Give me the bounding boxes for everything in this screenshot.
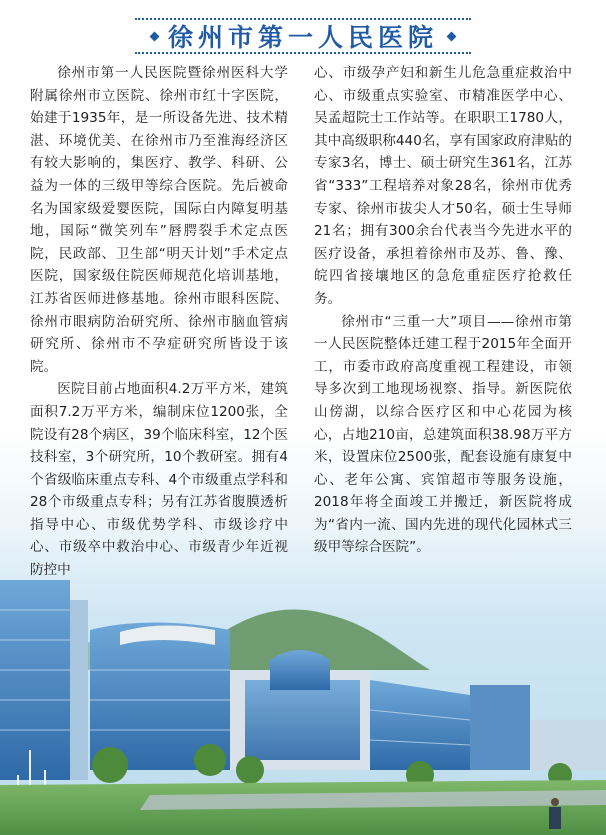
title-text: 徐州市第一人民医院	[167, 23, 438, 52]
facilities-paragraph: 医院目前占地面积4.2万平方米，建筑面积7.2万平方米，编制床位1200张，全院设有28个病区，39个临床科室，12个医技科室，3个研究所，10个教研室。拥有4个省级临床重点专科、4个市级重点学科和28个市级重点专科；另有江苏省腹膜透析指导中心、市级优势学科、市级诊疗中心、市级卒中救治中心、市级青少年近视防控中	[30, 381, 288, 579]
person-body	[549, 807, 561, 829]
intro-paragraph: 徐州市第一人民医院暨徐州医科大学附属徐州市立医院、徐州市红十字医院，始建于1935年，是一所设备先进、技术精湛、环境优美、在徐州市乃至淮海经济区有较大影响的，集医疗、教学、科研、公益为一体的三级甲等综合医院。先后被命名为国家级爱婴医院，国际白内障复明基地，国际“微笑列车”唇腭裂手术定点医院，民政部、卫生部“明天计划”手术定点医院，国家级住院医师规范化培训基地，江苏省医师进修基地。徐州市眼科医院、徐州市眼病防治研究所、徐州市脑血管病研究所、徐州市不孕症研究所皆设于该院。	[30, 65, 288, 375]
page-title	[135, 18, 471, 54]
tree	[92, 747, 128, 783]
title-dotted-border	[135, 18, 471, 54]
staff-paragraph: 心、市级孕产妇和新生儿危急重症救治中心、市级重点实验室、市精准医学中心、吴孟超院士工作站等。在职职工1780人，其中高级职称440名，享有国家政府津贴的专家3名，博士、硕士研究生361名，江苏省“333”工程培养对象28名，徐州市优秀专家、徐州市拔尖人才50名，硕士生导师21名；拥有300余台代表当今先进水平的医疗设备，承担着徐州市及苏、鲁、豫、皖四省接壤地区的急危重症医疗抢救任务。	[314, 65, 572, 307]
tree	[194, 744, 226, 776]
left-column	[30, 62, 288, 582]
far-right-building	[470, 685, 530, 770]
low-building	[530, 720, 606, 770]
hospital-illustration	[0, 520, 606, 835]
center-tower	[270, 650, 330, 690]
right-column	[314, 62, 572, 559]
relocation-paragraph: 徐州市“三重一大”项目——徐州市第一人民医院整体迁建工程于2015年全面开工，市委市政府高度重视工程建设，市领导多次到工地现场视察、指导。新医院依山傍湖，以综合医疗区和中心花园为核心，占地210亩，总建筑面积38.98万平方米，设置床位2500张，配套设施有康复中心、老年公寓、宾馆超市等服务设施，2018年将全面竣工并搬迁，新医院将成为“省内一流、国内先进的现代化园林式三级甲等综合医院”。	[314, 313, 572, 556]
tower-side	[70, 600, 88, 780]
tree	[236, 756, 264, 784]
person-head	[551, 798, 559, 806]
right-building	[370, 680, 470, 770]
center-glass	[245, 680, 360, 760]
